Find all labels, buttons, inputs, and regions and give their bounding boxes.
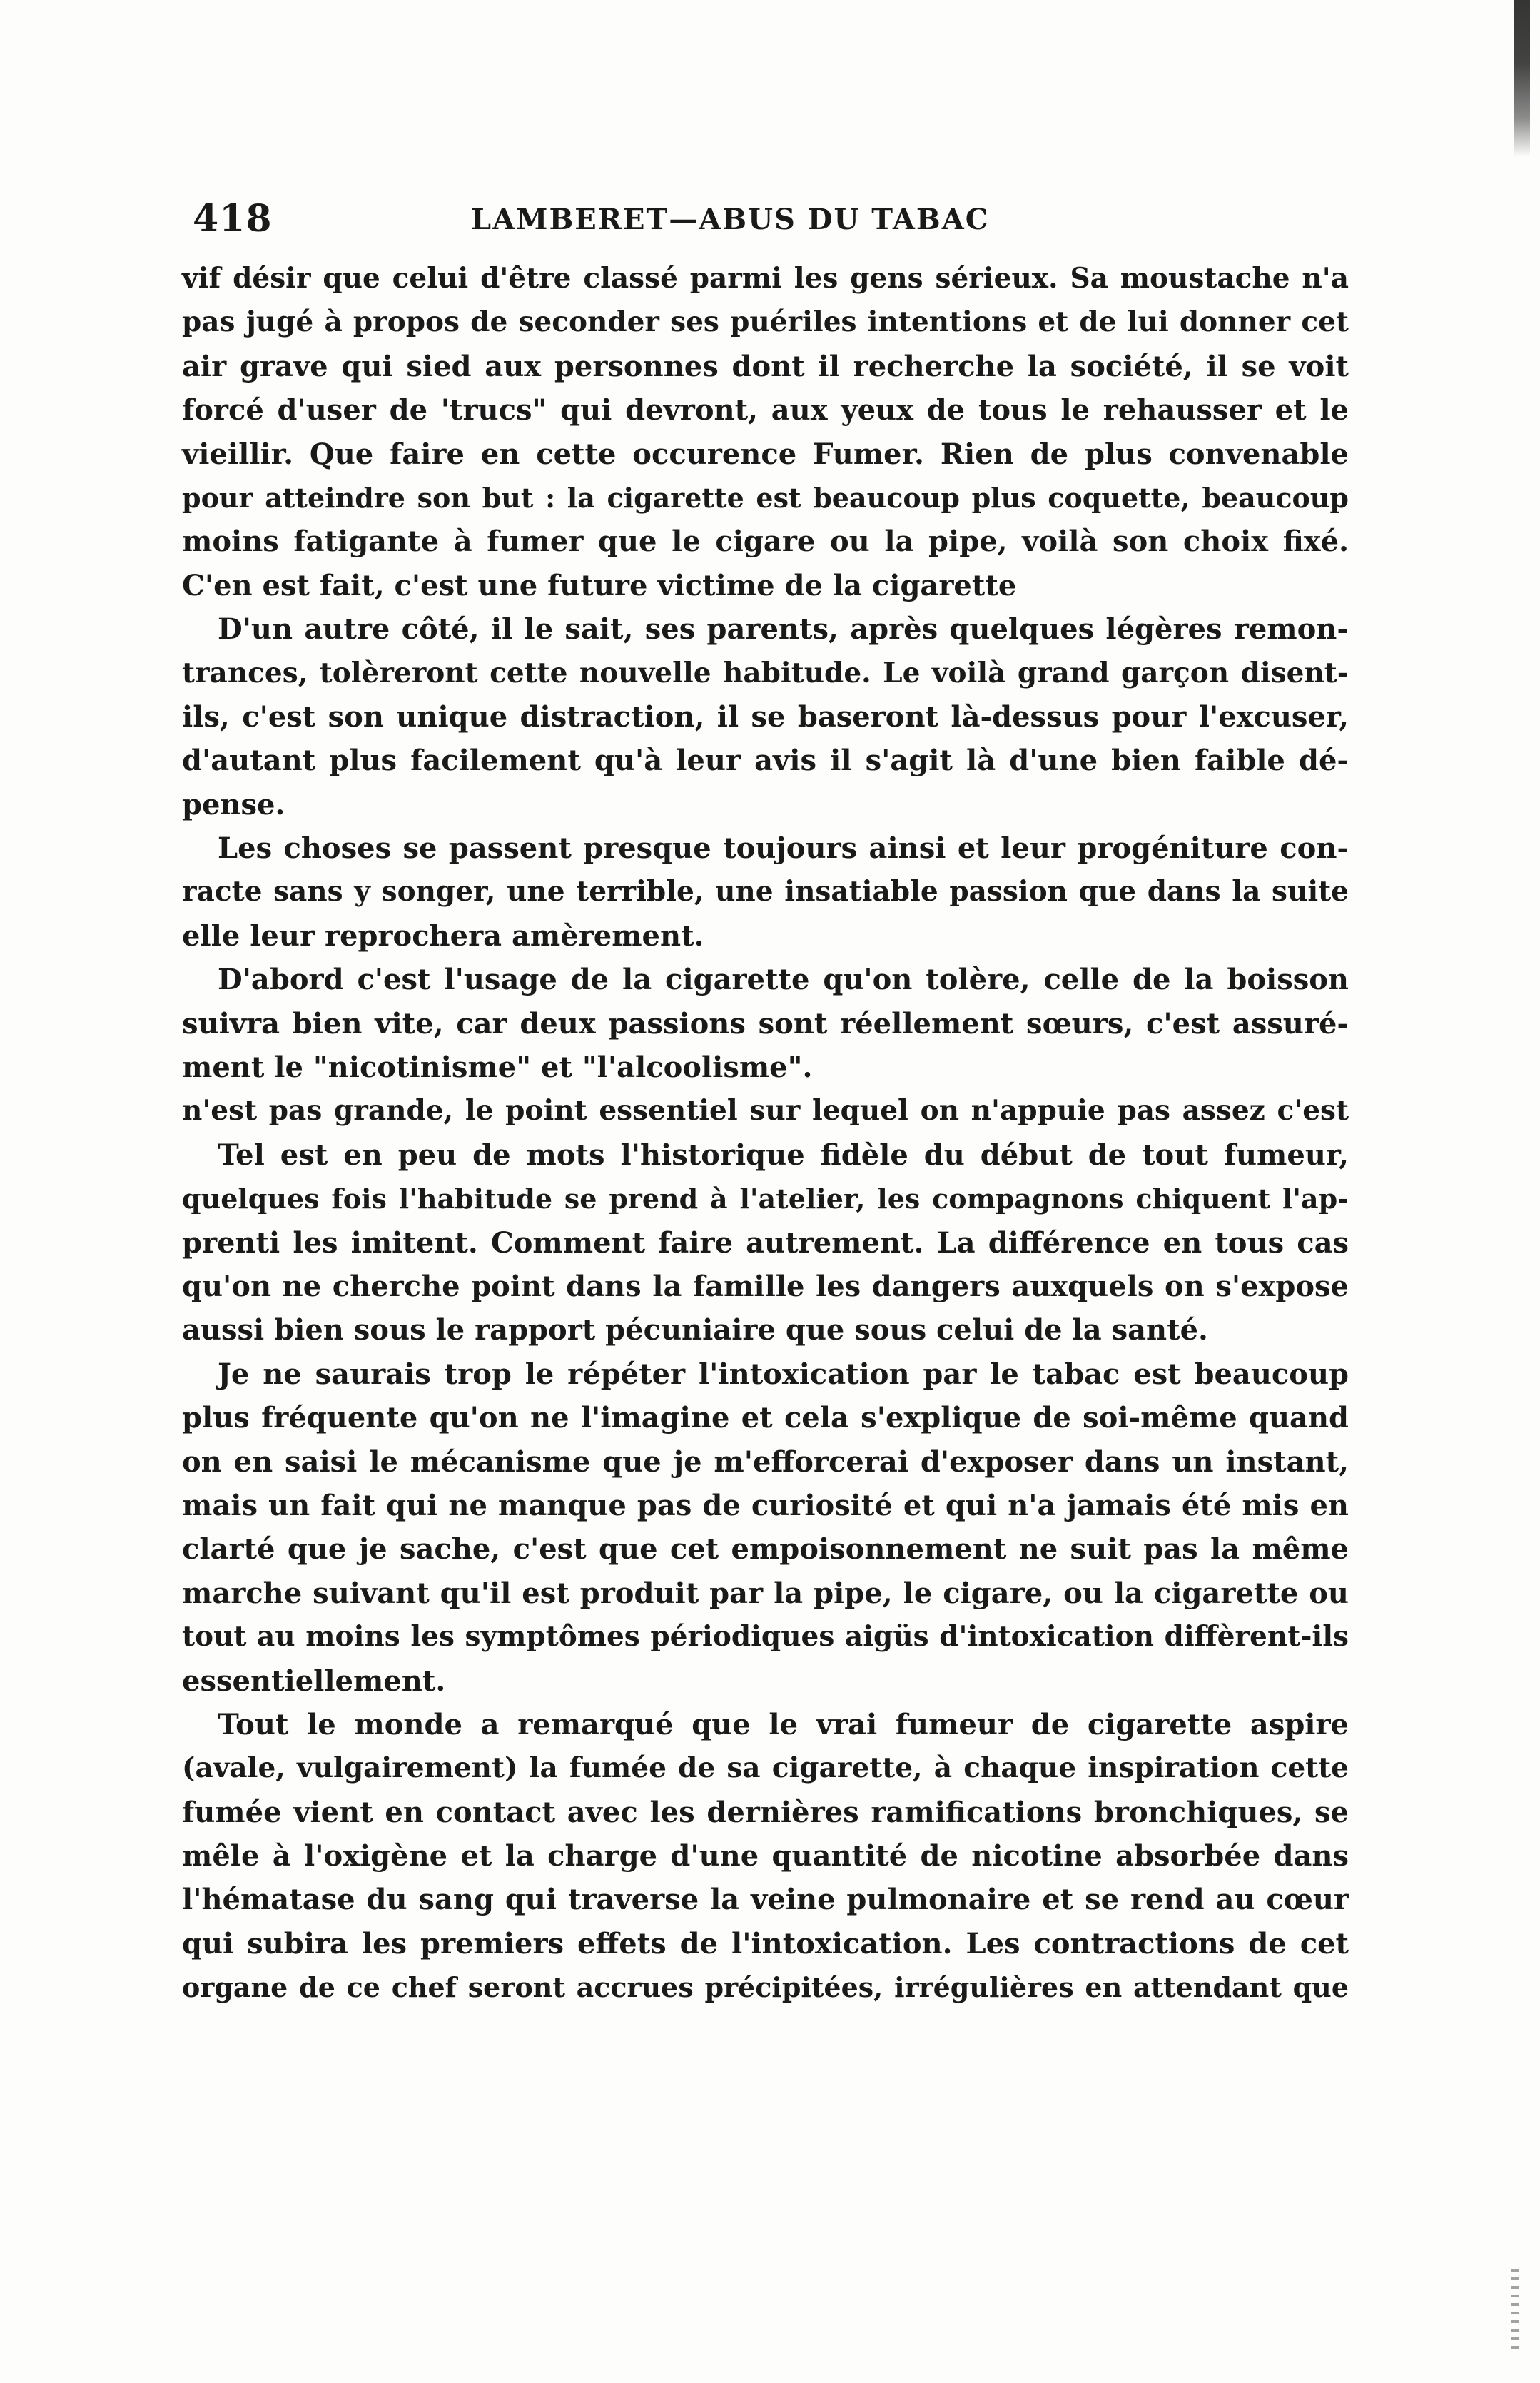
page-number: 418 (193, 197, 273, 241)
text-line: vif désir que celui d'être classé parmi les gens sérieux. Sa moustache n'a (182, 262, 1349, 295)
text-line: tout au moins les symptômes périodiques aigüs d'intoxication diffèrent-ils (182, 1620, 1349, 1654)
text-line: qui subira les premiers effets de l'intoxication. Les contractions de cet (182, 1926, 1349, 1960)
text-line: d'autant plus facilement qu'à leur avis il s'agit là d'une bien faible dé- (182, 744, 1349, 778)
scan-edge-shadow (1514, 0, 1530, 157)
text-line: D'abord c'est l'usage de la cigarette qu'on tolère, celle de la boisson (218, 963, 1349, 997)
text-line: Les choses se passent presque toujours ainsi et leur progéniture con- (218, 831, 1349, 866)
text-line: ils, c'est son unique distraction, il se baseront là-dessus pour l'excuser, (182, 699, 1349, 734)
text-line: on en saisi le mécanisme que je m'efforcerai d'exposer dans un instant, (182, 1445, 1349, 1479)
text-line: fumée vient en contact avec les dernières ramifications bronchiques, se (182, 1795, 1349, 1829)
text-line: air grave qui sied aux personnes dont il recherche la société, il se voit (182, 349, 1349, 383)
body-text (182, 257, 1349, 2010)
text-line: plus fréquente qu'on ne l'imagine et cela s'explique de soi-même quand (182, 1401, 1349, 1435)
text-line: marche suivant qu'il est produit par la pipe, le cigare, ou la cigarette ou (182, 1576, 1349, 1610)
text-line: C'en est fait, c'est une future victime de la cigarette (182, 568, 1017, 602)
text-line: clarté que je sache, c'est que cet empoisonnement ne suit pas la même (182, 1532, 1349, 1567)
text-line: Tel est en peu de mots l'historique fidèle du début de tout fumeur, (218, 1138, 1349, 1172)
text-line: quelques fois l'habitude se prend à l'atelier, les compagnons chiquent l'ap- (182, 1183, 1349, 1215)
text-line: pense. (182, 787, 285, 821)
text-line: qu'on ne cherche point dans la famille les dangers auxquels on s'expose (182, 1269, 1349, 1303)
text-line: essentiellement. (182, 1664, 446, 1698)
text-line: (avale, vulgairement) la fumée de sa cigarette, à chaque inspiration cette (182, 1751, 1349, 1785)
text-line: l'hématase du sang qui traverse la veine pulmonaire et se rend au cœur (182, 1883, 1349, 1917)
scan-edge-marks (1511, 2269, 1519, 2354)
text-line: vieillir. Que faire en cette occurence Fumer. Rien de plus convenable (182, 437, 1349, 471)
running-title: LAMBERET—ABUS DU TABAC (471, 203, 990, 236)
text-line: forcé d'user de 'trucs" qui devront, aux yeux de tous le rehausser et le (182, 393, 1349, 427)
text-line: suivra bien vite, car deux passions sont réellement sœurs, c'est assuré- (182, 1006, 1349, 1041)
text-line: Je ne saurais trop le répéter l'intoxication par le tabac est beaucoup (218, 1357, 1349, 1391)
text-line: pour atteindre son but : la cigarette est beaucoup plus coquette, beaucoup (182, 481, 1349, 514)
text-line: aussi bien sous le rapport pécuniaire que sous celui de la santé. (182, 1313, 1208, 1347)
text-line: D'un autre côté, il le sait, ses parents, après quelques légères remon- (218, 612, 1349, 647)
text-line: racte sans y songer, une terrible, une insatiable passion que dans la suite (182, 875, 1349, 909)
text-line: mêle à l'oxigène et la charge d'une quantité de nicotine absorbée dans (182, 1839, 1349, 1873)
text-line: trances, tolèreront cette nouvelle habitude. Le voilà grand garçon disent- (182, 656, 1349, 689)
text-line: pas jugé à propos de seconder ses puériles intentions et de lui donner cet (182, 305, 1349, 339)
text-line: prenti les imitent. Comment faire autrement. La différence en tous cas (182, 1225, 1349, 1260)
text-line: elle leur reprochera amèrement. (182, 919, 704, 953)
text-line: mais un fait qui ne manque pas de curiosité et qui n'a jamais été mis en (182, 1488, 1349, 1522)
text-line: ment le "nicotinisme" et "l'alcoolisme". (182, 1051, 813, 1085)
text-line: Tout le monde a remarqué que le vrai fumeur de cigarette aspire (218, 1707, 1349, 1741)
text-line: n'est pas grande, le point essentiel sur lequel on n'appuie pas assez c'est (182, 1094, 1349, 1128)
text-line: organe de ce chef seront accrues précipitées, irrégulières en attendant que (182, 1971, 1349, 2004)
page-header (193, 197, 1356, 247)
text-line: moins fatigante à fumer que le cigare ou la pipe, voilà son choix fixé. (182, 525, 1349, 559)
